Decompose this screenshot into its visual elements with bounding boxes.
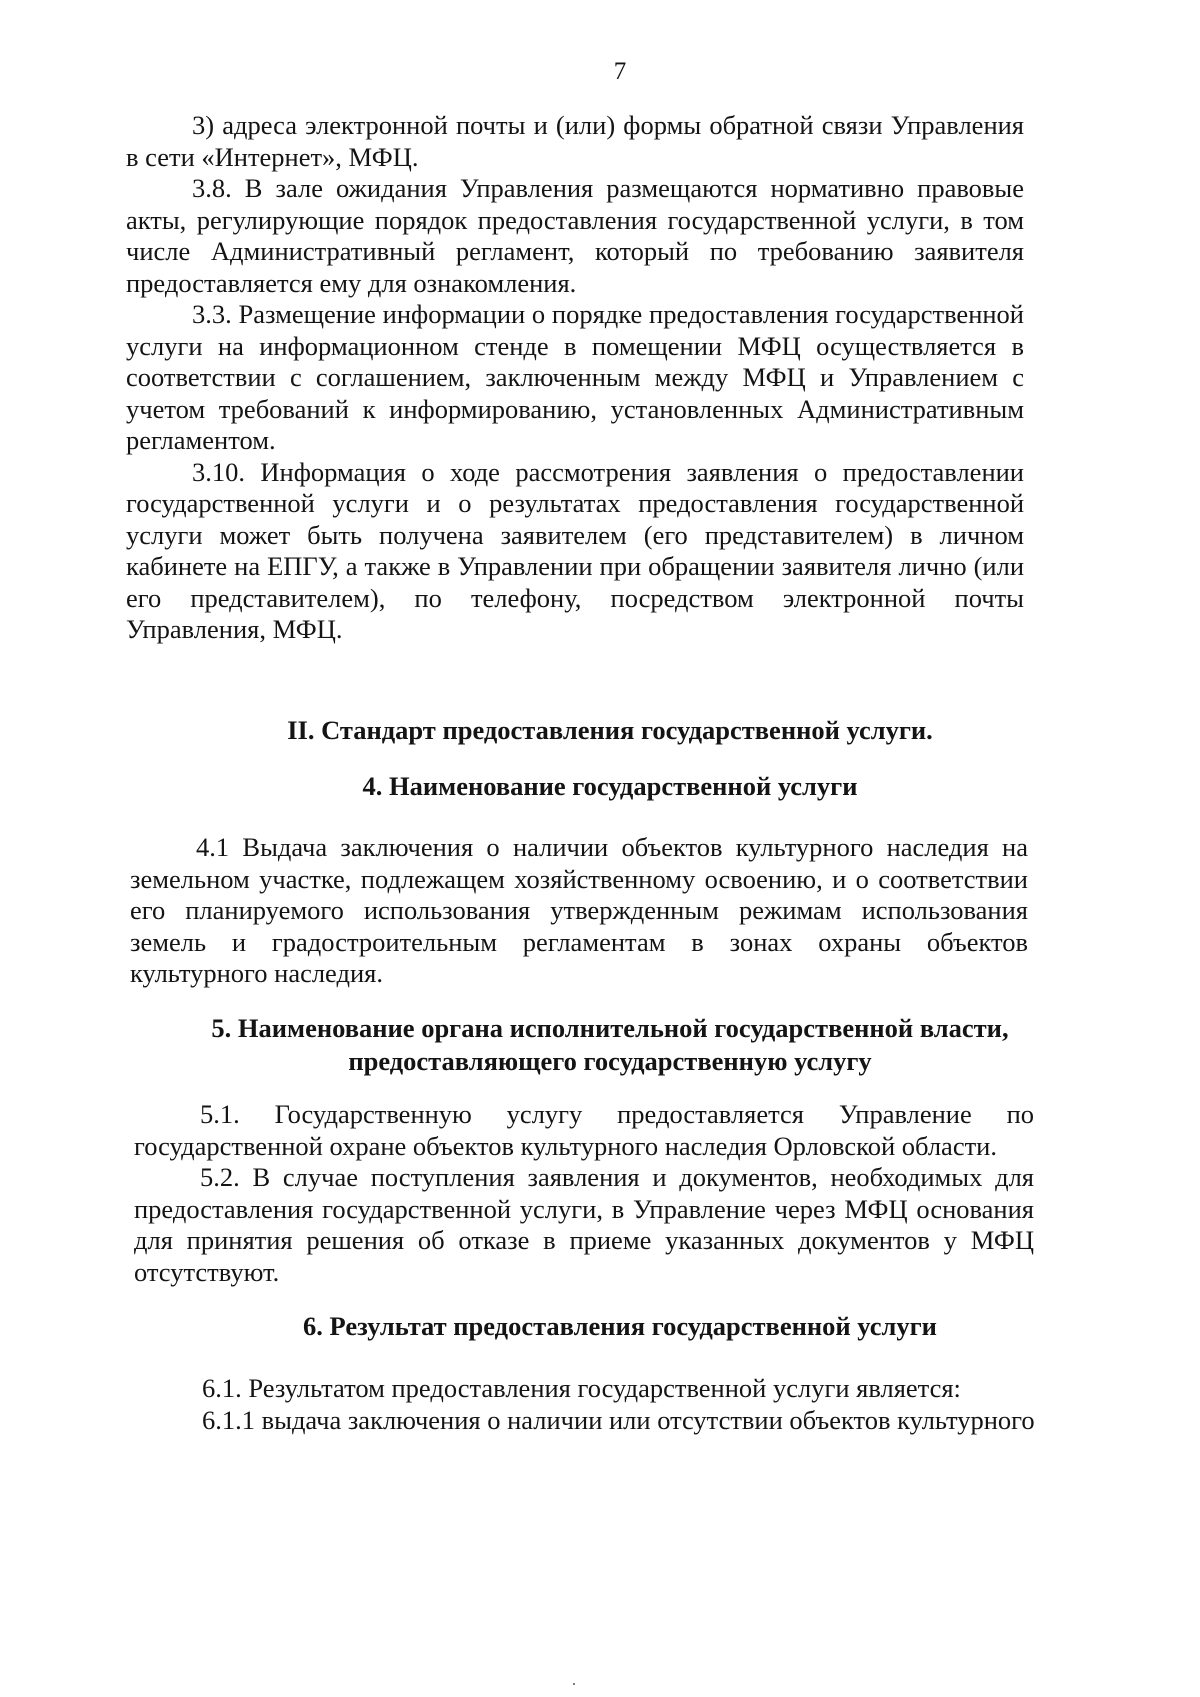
section-4-body [130, 832, 1028, 990]
section-2-heading: II. Стандарт предоставления государственной услуги. [287, 715, 933, 745]
paragraph-contacts: 3) адреса электронной почты и (или) формы обратной связи Управления в сети «Интернет», МФЦ. [126, 110, 1024, 172]
paragraph-3-10: 3.10. Информация о ходе рассмотрения заявления о предоставлении государственной услуги и о результатах предоставления государственной услуги может быть получена заявителем (его представителем) в личном кабинете на ЕПГУ, а также в Управлении при обращении заявителя лично (или его представителем), по телефону, посредством электронной почты Управления, МФЦ. [126, 456, 1024, 644]
paragraph-5-1: 5.1. Государственную услугу предоставляется Управление по государственной охране объектов культурного наследия Орловской области. [134, 1099, 1034, 1161]
paragraph-6-1-1: 6.1.1 выдача заключения о наличии или отсутствии объектов культурного [202, 1404, 1035, 1435]
paragraph-4-1: 4.1 Выдача заключения о наличии объектов культурного наследия на земельном участке, подлежащем хозяйственному освоению, и о соответствии его планируемого использования утвержденным режимам использования земель и градостроительным регламентам в зонах охраны объектов культурного наследия. [130, 832, 1028, 988]
info-paragraphs [126, 110, 1024, 646]
section-5-heading-line1: 5. Наименование органа исполнительной государственной власти, [211, 1013, 1009, 1043]
paragraph-3-8: 3.8. В зале ожидания Управления размещаются нормативно правовые акты, регулирующие порядок предоставления государственной услуги, в том числе Административный регламент, который по требованию заявителя предоставляется ему для ознакомления. [126, 173, 1024, 298]
section-5-body [134, 1099, 1034, 1288]
section-6-body [136, 1373, 1036, 1436]
section-4-heading: 4. Наименование государственной услуги [362, 771, 858, 801]
page-number: 7 [613, 58, 627, 85]
paragraph-5-2: 5.2. В случае поступления заявления и документов, необходимых для предоставления государственной услуги, в Управление через МФЦ основания для принятия решения об отказе в приеме указанных документов у МФЦ отсутствуют. [134, 1162, 1034, 1287]
paragraph-3-3: 3.3. Размещение информации о порядке предоставления государственной услуги на информационном стенде в помещении МФЦ осуществляется в соответствии с соглашением, заключенным между МФЦ и Управлением с учетом требований к информированию, установленных Административным регламентом. [126, 299, 1024, 455]
section-5-heading-line2: предоставляющего государственную услугу [348, 1046, 872, 1076]
section-6-heading: 6. Результат предоставления государственной услуги [303, 1311, 937, 1341]
section-5-heading [130, 1012, 1090, 1078]
scan-speck [573, 1683, 575, 1685]
paragraph-6-1: 6.1. Результатом предоставления государственной услуги является: [202, 1373, 961, 1403]
